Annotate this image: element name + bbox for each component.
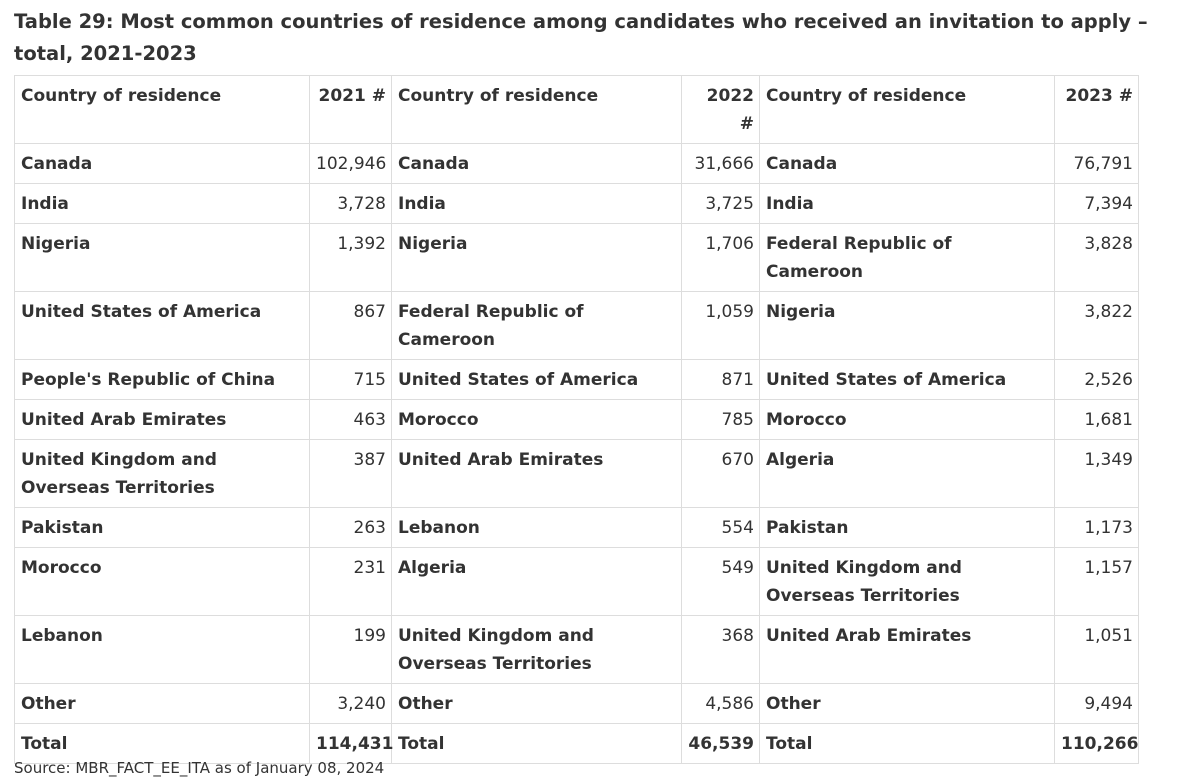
count-2021-cell: 1,392 <box>310 224 392 292</box>
table-row <box>15 224 1139 292</box>
count-2023-cell: 1,681 <box>1055 400 1139 440</box>
count-2022-cell: 549 <box>682 548 760 616</box>
table-row <box>15 360 1139 400</box>
count-2022-cell: 46,539 <box>682 724 760 764</box>
count-2022-cell: 4,586 <box>682 684 760 724</box>
count-2023-cell: 110,266 <box>1055 724 1139 764</box>
count-2021-cell: 3,240 <box>310 684 392 724</box>
count-2021-cell: 387 <box>310 440 392 508</box>
count-2022-cell: 1,059 <box>682 292 760 360</box>
country-2023-cell: Canada <box>760 144 1055 184</box>
count-2023-cell: 76,791 <box>1055 144 1139 184</box>
country-2023-cell: India <box>760 184 1055 224</box>
country-2021-cell: Morocco <box>15 548 310 616</box>
column-header-2023: 2023 # <box>1055 76 1139 144</box>
count-2021-cell: 199 <box>310 616 392 684</box>
count-2021-cell: 114,431 <box>310 724 392 764</box>
table-row <box>15 184 1139 224</box>
table-title: Table 29: Most common countries of residence among candidates who received an invitation to apply – total, 2021-2023 <box>14 10 1148 65</box>
country-2022-cell: Federal Republic of Cameroon <box>392 292 682 360</box>
count-2022-cell: 785 <box>682 400 760 440</box>
countries-table <box>14 75 1139 764</box>
count-2021-cell: 3,728 <box>310 184 392 224</box>
count-2021-cell: 463 <box>310 400 392 440</box>
country-2023-cell: United States of America <box>760 360 1055 400</box>
table-row <box>15 292 1139 360</box>
country-2023-cell: United Kingdom and Overseas Territories <box>760 548 1055 616</box>
count-2021-cell: 867 <box>310 292 392 360</box>
country-2021-cell: Nigeria <box>15 224 310 292</box>
table-row <box>15 684 1139 724</box>
country-2021-cell: People's Republic of China <box>15 360 310 400</box>
country-2023-cell: Nigeria <box>760 292 1055 360</box>
country-2022-cell: Lebanon <box>392 508 682 548</box>
count-2023-cell: 2,526 <box>1055 360 1139 400</box>
country-2023-cell: Other <box>760 684 1055 724</box>
table-row <box>15 616 1139 684</box>
country-2022-cell: United States of America <box>392 360 682 400</box>
country-2022-cell: Nigeria <box>392 224 682 292</box>
source-note: Source: MBR_FACT_EE_ITA as of January 08, 2024 <box>14 759 385 777</box>
country-2021-cell: United States of America <box>15 292 310 360</box>
country-2022-cell: Canada <box>392 144 682 184</box>
count-2022-cell: 871 <box>682 360 760 400</box>
count-2021-cell: 263 <box>310 508 392 548</box>
count-2021-cell: 231 <box>310 548 392 616</box>
count-2023-cell: 3,822 <box>1055 292 1139 360</box>
country-2021-cell: Canada <box>15 144 310 184</box>
column-header-country-2023: Country of residence <box>760 76 1055 144</box>
count-2022-cell: 368 <box>682 616 760 684</box>
country-2022-cell: Algeria <box>392 548 682 616</box>
country-2022-cell: Morocco <box>392 400 682 440</box>
count-2022-cell: 3,725 <box>682 184 760 224</box>
column-header-country-2021: Country of residence <box>15 76 310 144</box>
country-2023-cell: Algeria <box>760 440 1055 508</box>
count-2023-cell: 7,394 <box>1055 184 1139 224</box>
count-2023-cell: 1,051 <box>1055 616 1139 684</box>
table-row <box>15 440 1139 508</box>
count-2023-cell: 1,349 <box>1055 440 1139 508</box>
country-2021-cell: Other <box>15 684 310 724</box>
country-2022-cell: United Arab Emirates <box>392 440 682 508</box>
count-2021-cell: 715 <box>310 360 392 400</box>
country-2023-cell: Pakistan <box>760 508 1055 548</box>
column-header-2021: 2021 # <box>310 76 392 144</box>
country-2022-cell: Other <box>392 684 682 724</box>
count-2022-cell: 554 <box>682 508 760 548</box>
country-2023-cell: Morocco <box>760 400 1055 440</box>
country-2021-cell: Pakistan <box>15 508 310 548</box>
table-row <box>15 508 1139 548</box>
table-row <box>15 400 1139 440</box>
count-2022-cell: 31,666 <box>682 144 760 184</box>
country-2022-cell: India <box>392 184 682 224</box>
count-2021-cell: 102,946 <box>310 144 392 184</box>
table-row <box>15 548 1139 616</box>
country-2021-cell: Total <box>15 724 310 764</box>
header-row <box>15 76 1139 144</box>
count-2023-cell: 9,494 <box>1055 684 1139 724</box>
table-row <box>15 144 1139 184</box>
country-2023-cell: Federal Republic of Cameroon <box>760 224 1055 292</box>
country-2021-cell: India <box>15 184 310 224</box>
column-header-2022: 2022 # <box>682 76 760 144</box>
count-2022-cell: 1,706 <box>682 224 760 292</box>
count-2023-cell: 3,828 <box>1055 224 1139 292</box>
count-2023-cell: 1,157 <box>1055 548 1139 616</box>
country-2023-cell: United Arab Emirates <box>760 616 1055 684</box>
count-2023-cell: 1,173 <box>1055 508 1139 548</box>
country-2021-cell: United Arab Emirates <box>15 400 310 440</box>
count-2022-cell: 670 <box>682 440 760 508</box>
country-2023-cell: Total <box>760 724 1055 764</box>
country-2022-cell: Total <box>392 724 682 764</box>
country-2022-cell: United Kingdom and Overseas Territories <box>392 616 682 684</box>
country-2021-cell: Lebanon <box>15 616 310 684</box>
country-2021-cell: United Kingdom and Overseas Territories <box>15 440 310 508</box>
column-header-country-2022: Country of residence <box>392 76 682 144</box>
